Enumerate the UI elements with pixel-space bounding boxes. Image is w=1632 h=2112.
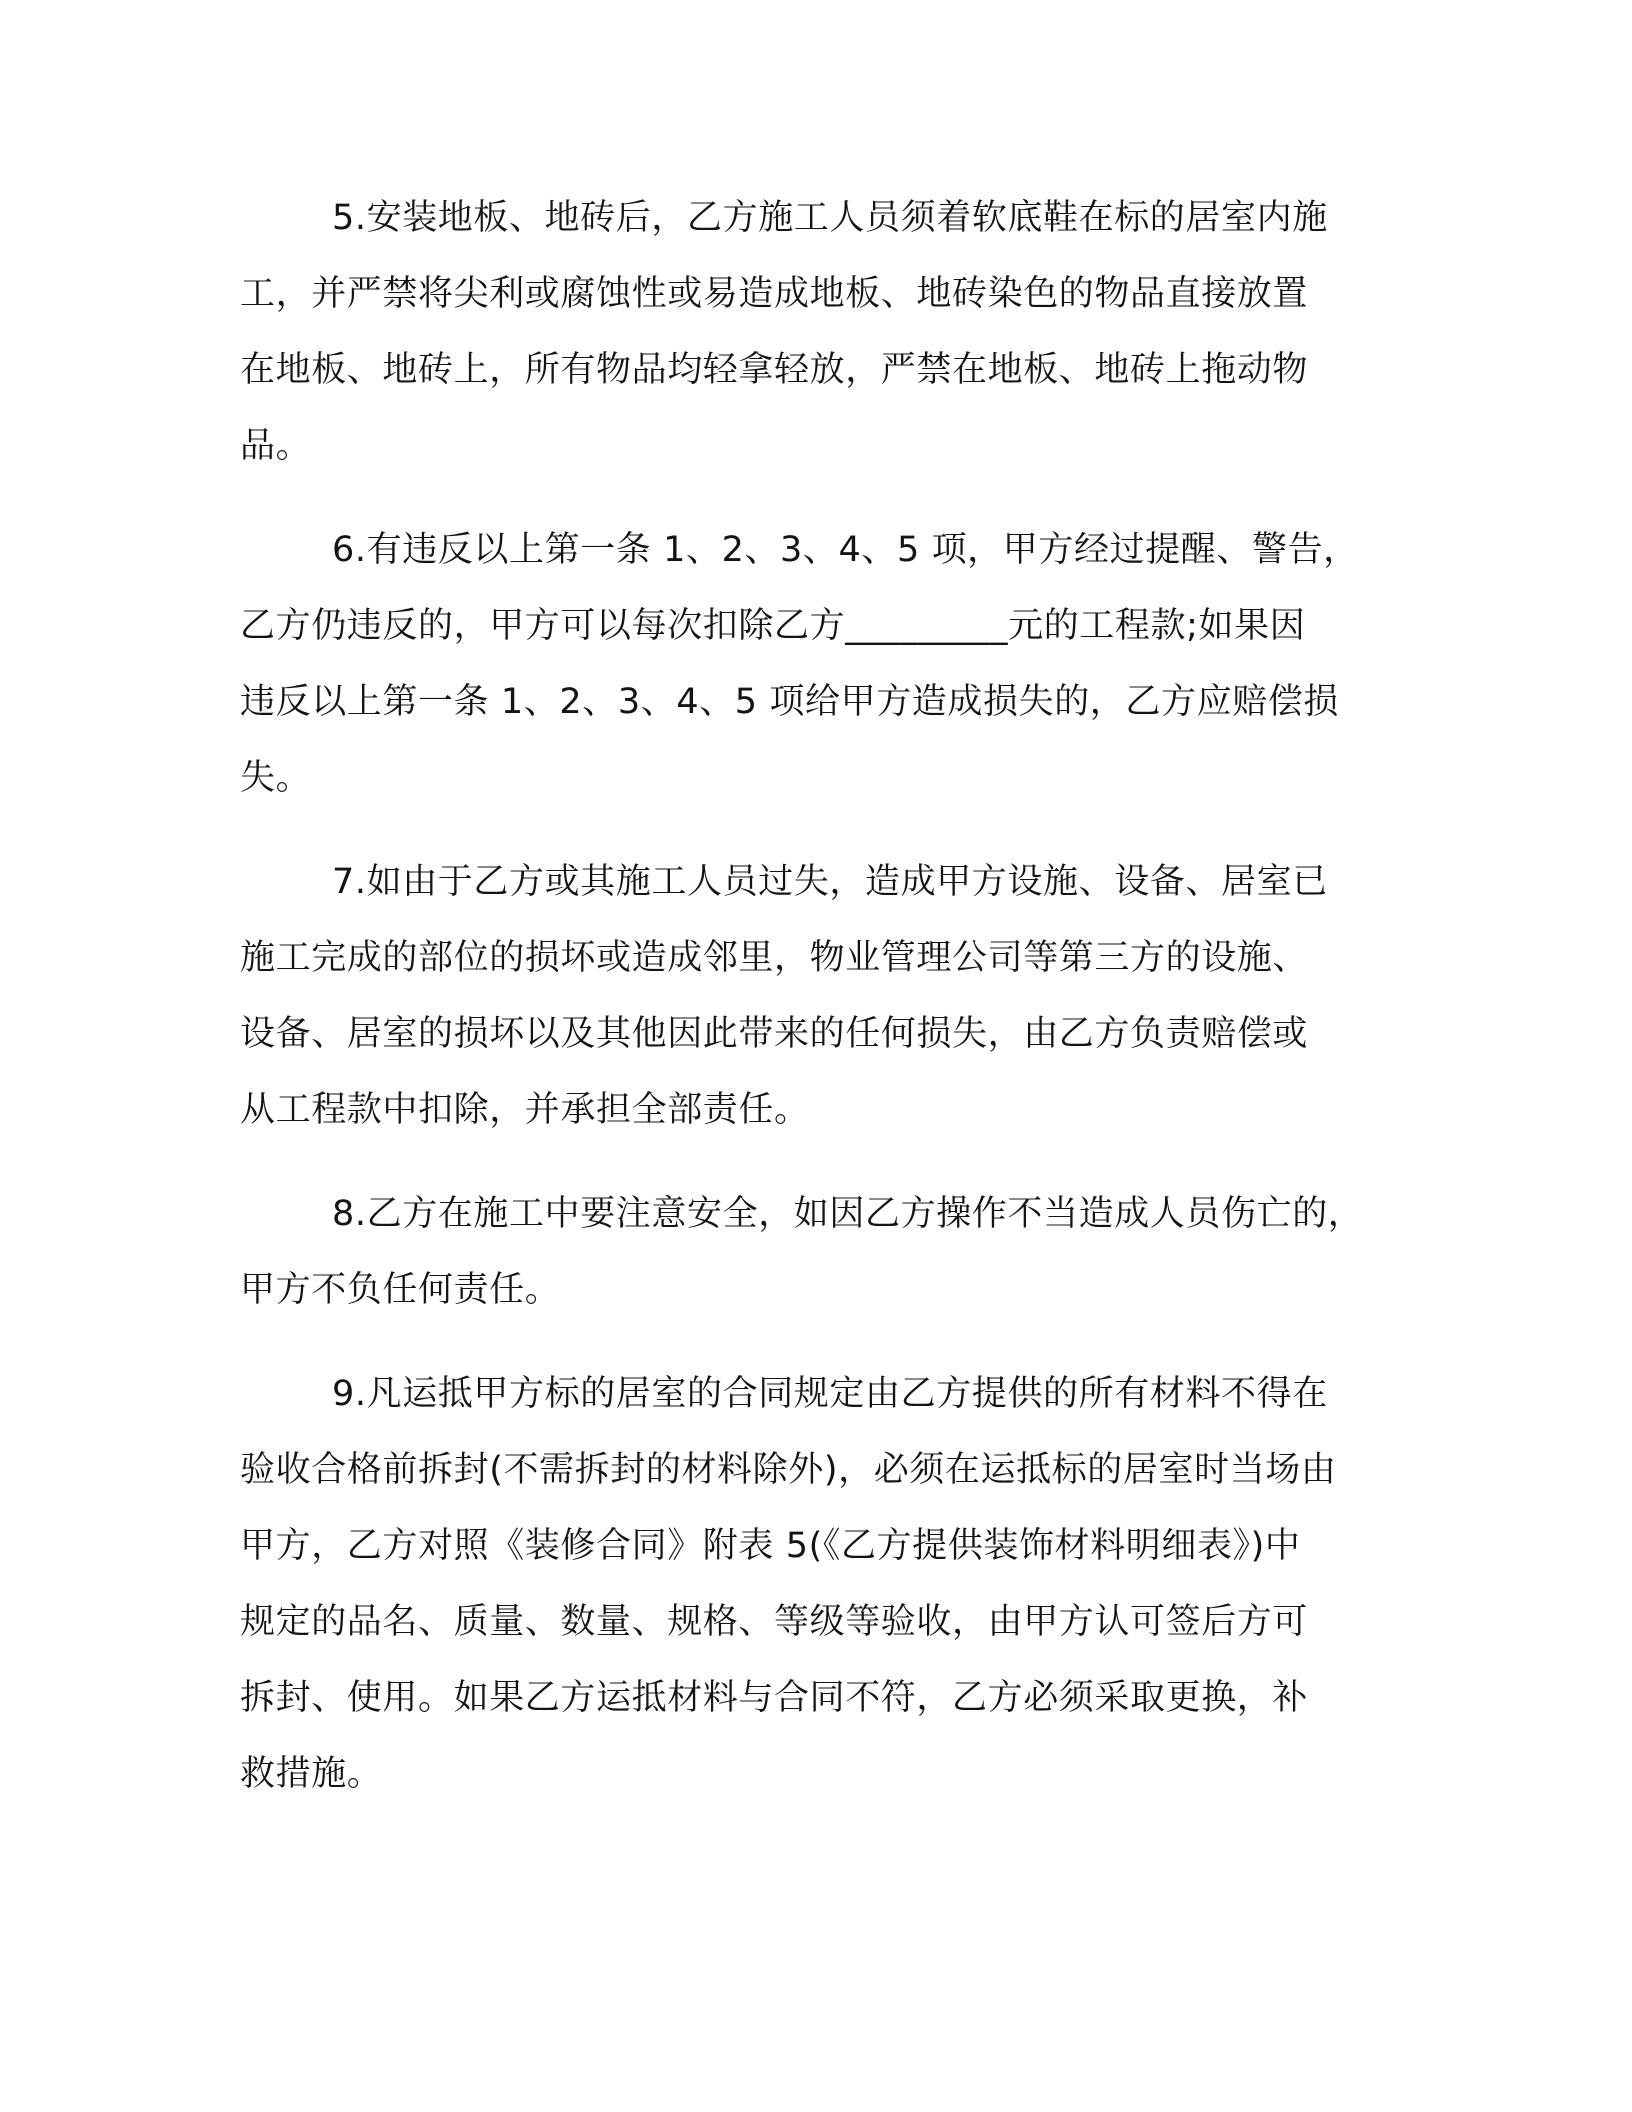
text-line: 拆封、使用。如果乙方运抵材料与合同不符，乙方必须采取更换，补 — [240, 1678, 1309, 1718]
text-line: 从工程款中扣除，并承担全部责任。 — [240, 1090, 810, 1130]
text-line: 6.有违反以上第一条 1、2、3、4、5 项，甲方经过提醒、警告， — [332, 530, 1359, 570]
text-line: 验收合格前拆封(不需拆封的材料除外)，必须在运抵标的居室时当场由 — [240, 1450, 1337, 1490]
text-line: 品。 — [240, 426, 312, 466]
text-line: 9.凡运抵甲方标的居室的合同规定由乙方提供的所有材料不得在 — [332, 1374, 1328, 1414]
text-line: 工，并严禁将尖利或腐蚀性或易造成地板、地砖染色的物品直接放置 — [240, 274, 1309, 314]
text-line: 乙方仍违反的，甲方可以每次扣除乙方_________元的工程款;如果因 — [240, 606, 1306, 646]
text-line: 甲方不负任何责任。 — [240, 1270, 561, 1310]
text-line: 规定的品名、质量、数量、规格、等级等验收，由甲方认可签后方可 — [240, 1602, 1309, 1642]
text-line: 失。 — [240, 758, 312, 798]
text-line: 8.乙方在施工中要注意安全，如因乙方操作不当造成人员伤亡的， — [332, 1194, 1364, 1234]
text-line: 甲方，乙方对照《装修合同》附表 5(《乙方提供装饰材料明细表》)中 — [240, 1526, 1301, 1566]
text-line: 施工完成的部位的损坏或造成邻里，物业管理公司等第三方的设施、 — [240, 938, 1309, 978]
text-line: 救措施。 — [240, 1754, 383, 1794]
text-line: 设备、居室的损坏以及其他因此带来的任何损失，由乙方负责赔偿或 — [240, 1014, 1309, 1054]
text-line: 5.安装地板、地砖后，乙方施工人员须着软底鞋在标的居室内施 — [332, 198, 1328, 238]
text-line: 在地板、地砖上，所有物品均轻拿轻放，严禁在地板、地砖上拖动物 — [240, 350, 1309, 390]
text-line: 7.如由于乙方或其施工人员过失，造成甲方设施、设备、居室已 — [332, 862, 1328, 902]
text-line: 违反以上第一条 1、2、3、4、5 项给甲方造成损失的，乙方应赔偿损 — [240, 682, 1339, 722]
